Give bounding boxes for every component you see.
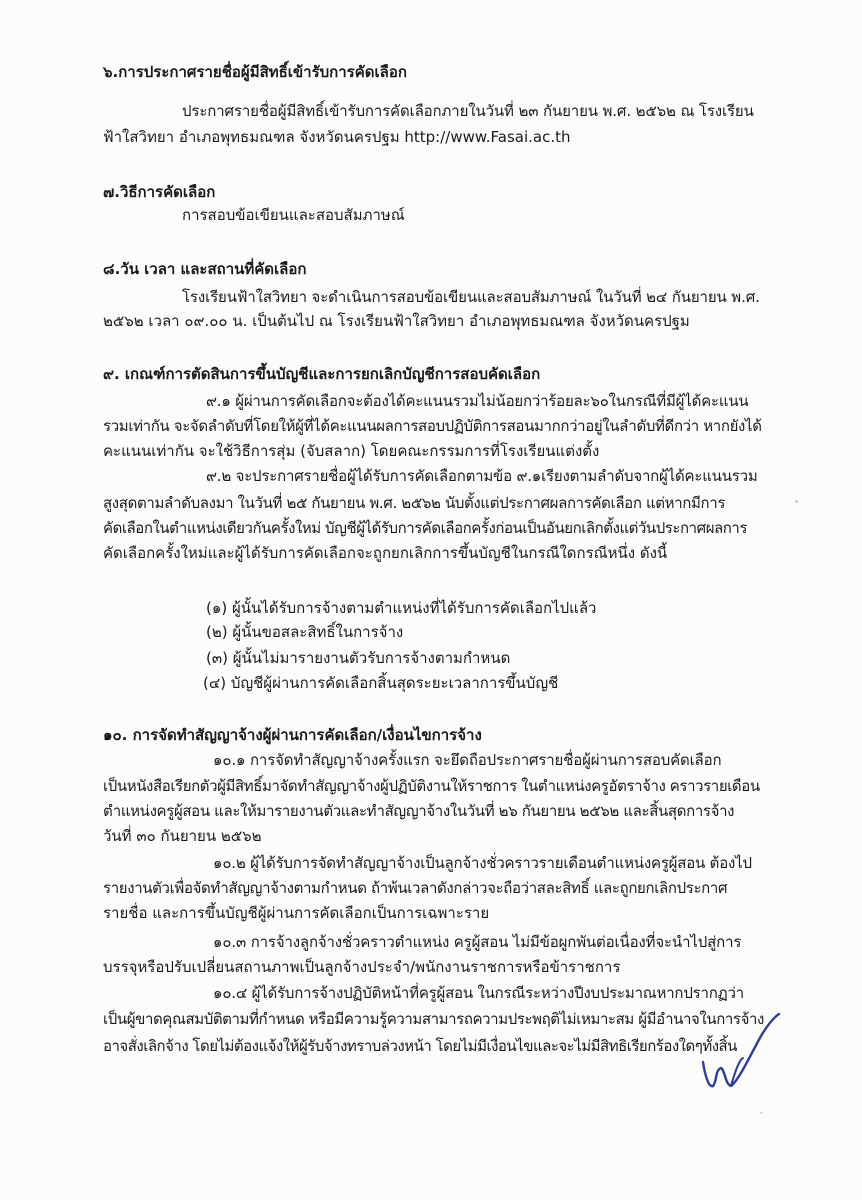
section-10-2-line-3: รายชื่อ และการขึ้นบัญชีผู้ผ่านการคัดเลือกเป็นการเฉพาะราย (103, 904, 490, 922)
section-6-line-2: ฟ้าใสวิทยา อำเภอพุทธมณฑล จังหวัดนครปฐม http://www.Fasai.ac.th (103, 128, 571, 146)
section-6-line-1: ประกาศรายชื่อผู้มีสิทธิ์เข้ารับการคัดเลือกภายในวันที่ ๒๓ กันยายน พ.ศ. ๒๕๖๒ ณ โรงเรียน (182, 102, 754, 120)
section-9-1-line-1: ๙.๑ ผู้ผ่านการคัดเลือกจะต้องได้คะแนนรวมไม่น้อยกว่าร้อยละ๖๐ในกรณีที่มีผู้ได้คะแนน (206, 392, 749, 410)
section-9-item-3: (๓) ผู้นั้นไม่มารายงานตัวรับการจ้างตามกำหนด (206, 649, 511, 667)
section-8-heading: ๘.วัน เวลา และสถานที่คัดเลือก (103, 260, 307, 278)
section-9-2-line-1: ๙.๒ จะประกาศรายชื่อผู้ได้รับการคัดเลือกตามข้อ ๙.๑เรียงตามลำดับจากผู้ได้คะแนนรวม (206, 467, 758, 485)
section-10-heading: ๑๐. การจัดทำสัญญาจ้างผู้ผ่านการคัดเลือก/เงื่อนไขการจ้าง (103, 726, 482, 744)
section-9-1-line-3: คะแนนเท่ากัน จะใช้วิธีการสุ่ม (จับสลาก) โดยคณะกรรมการที่โรงเรียนแต่งตั้ง (103, 442, 600, 460)
section-9-2-line-4: คัดเลือกครั้งใหม่และผู้ได้รับการคัดเลือกจะถูกยกเลิกการขึ้นบัญชีในกรณีใดกรณีหนึ่ง ดังนี้ (103, 544, 668, 562)
section-10-4-line-1: ๑๐.๔ ผู้ได้รับการจ้างปฏิบัติหน้าที่ครูผู้สอน ในกรณีระหว่างปีงบประมาณหากปรากฏว่า (213, 984, 744, 1002)
section-10-3-line-2: บรรจุหรือปรับเปลี่ยนสถานภาพเป็นลูกจ้างประจำ/พนักงานราชการหรือข้าราชการ (103, 958, 621, 976)
section-9-item-1: (๑) ผู้นั้นได้รับการจ้างตามตำแหน่งที่ได้รับการคัดเลือกไปแล้ว (206, 599, 597, 617)
section-6-heading: ๖.การประกาศรายชื่อผู้มีสิทธิ์เข้ารับการคัดเลือก (103, 63, 407, 81)
section-10-4-line-3: อาจสั่งเลิกจ้าง โดยไม่ต้องแจ้งให้ผู้รับจ้างทราบล่วงหน้า โดยไม่มีเงื่อนไขและจะไม่มีสิทธิเรียกร้องใดๆทั้งสิ้น (103, 1037, 737, 1055)
section-7-heading: ๗.วิธีการคัดเลือก (103, 183, 216, 201)
section-10-1-line-1: ๑๐.๑ การจัดทำสัญญาจ้างครั้งแรก จะยึดถือประกาศรายชื่อผู้ผ่านการสอบคัดเลือก (213, 751, 722, 769)
section-8-line-1: โรงเรียนฟ้าใสวิทยา จะดำเนินการสอบข้อเขียนและสอบสัมภาษณ์ ในวันที่ ๒๔ กันยายน พ.ศ. (182, 288, 760, 306)
section-10-1-line-2: เป็นหนังสือเรียกตัวผู้มีสิทธิ์มาจัดทำสัญญาจ้างผู้ปฏิบัติงานให้ราชการ ในตำแหน่งครูอัตราจ้าง คราวรายเดือน (103, 777, 760, 795)
section-10-2-line-2: รายงานตัวเพื่อจัดทำสัญญาจ้างตามกำหนด ถ้าพ้นเวลาดังกล่าวจะถือว่าสละสิทธิ์ และถูกยกเลิกประกาศ (103, 879, 728, 897)
section-10-3-line-1: ๑๐.๓ การจ้างลูกจ้างชั่วคราวตำแหน่ง ครูผู้สอน ไม่มีข้อผูกพันต่อเนื่องที่จะนำไปสู่การ (213, 933, 742, 951)
section-10-2-line-1: ๑๐.๒ ผู้ได้รับการจัดทำสัญญาจ้างเป็นลูกจ้างชั่วคราวรายเดือนตำแหน่งครูผู้สอน ต้องไป (213, 854, 752, 872)
section-10-1-line-3: ตำแหน่งครูผู้สอน และให้มารายงานตัวและทำสัญญาจ้างในวันที่ ๒๖ กันยายน ๒๕๖๒ และสิ้นสุดการจ้าง (103, 802, 735, 820)
section-9-item-2: (๒) ผู้นั้นขอสละสิทธิ์ในการจ้าง (206, 623, 404, 641)
section-8-line-2: ๒๕๖๒ เวลา ๐๙.๐๐ น. เป็นต้นไป ณ โรงเรียนฟ้าใสวิทยา อำเภอพุทธมณฑล จังหวัดนครปฐม (103, 312, 690, 330)
section-7-line-1: การสอบข้อเขียนและสอบสัมภาษณ์ (182, 206, 405, 224)
scan-speck (795, 500, 798, 503)
section-10-1-line-4: วันที่ ๓๐ กันยายน ๒๕๖๒ (103, 827, 262, 845)
section-9-1-line-2: รวมเท่ากัน จะจัดลำดับที่โดยให้ผู้ที่ได้คะแนนผลการสอบปฏิบัติการสอนมากกว่าอยู่ในลำดับที่ดีกว่า หากยังได้ (103, 417, 762, 435)
section-9-item-4: (๔) บัญชีผู้ผ่านการคัดเลือกสิ้นสุดระยะเวลาการขึ้นบัญชี (203, 674, 559, 692)
handwritten-signature (695, 1010, 785, 1100)
scan-speck (760, 1112, 762, 1114)
section-9-2-line-3: คัดเลือกในตำแหน่งเดียวกันครั้งใหม่ บัญชีผู้ได้รับการคัดเลือกครั้งก่อนเป็นอันยกเลิกตั้งแต่วันประกาศผลการ (103, 519, 747, 537)
section-9-heading: ๙. เกณฑ์การตัดสินการขึ้นบัญชีและการยกเลิกบัญชีการสอบคัดเลือก (103, 365, 541, 383)
section-10-4-line-2: เป็นผู้ขาดคุณสมบัติตามที่กำหนด หรือมีความรู้ความสามารถความประพฤติไม่เหมาะสม ผู้มีอำนาจในการจ้าง (103, 1010, 764, 1028)
section-9-2-line-2: สูงสุดตามลำดับลงมา ในวันที่ ๒๕ กันยายน พ.ศ. ๒๕๖๒ นับตั้งแต่ประกาศผลการคัดเลือก แต่หากมีการ (103, 494, 726, 512)
